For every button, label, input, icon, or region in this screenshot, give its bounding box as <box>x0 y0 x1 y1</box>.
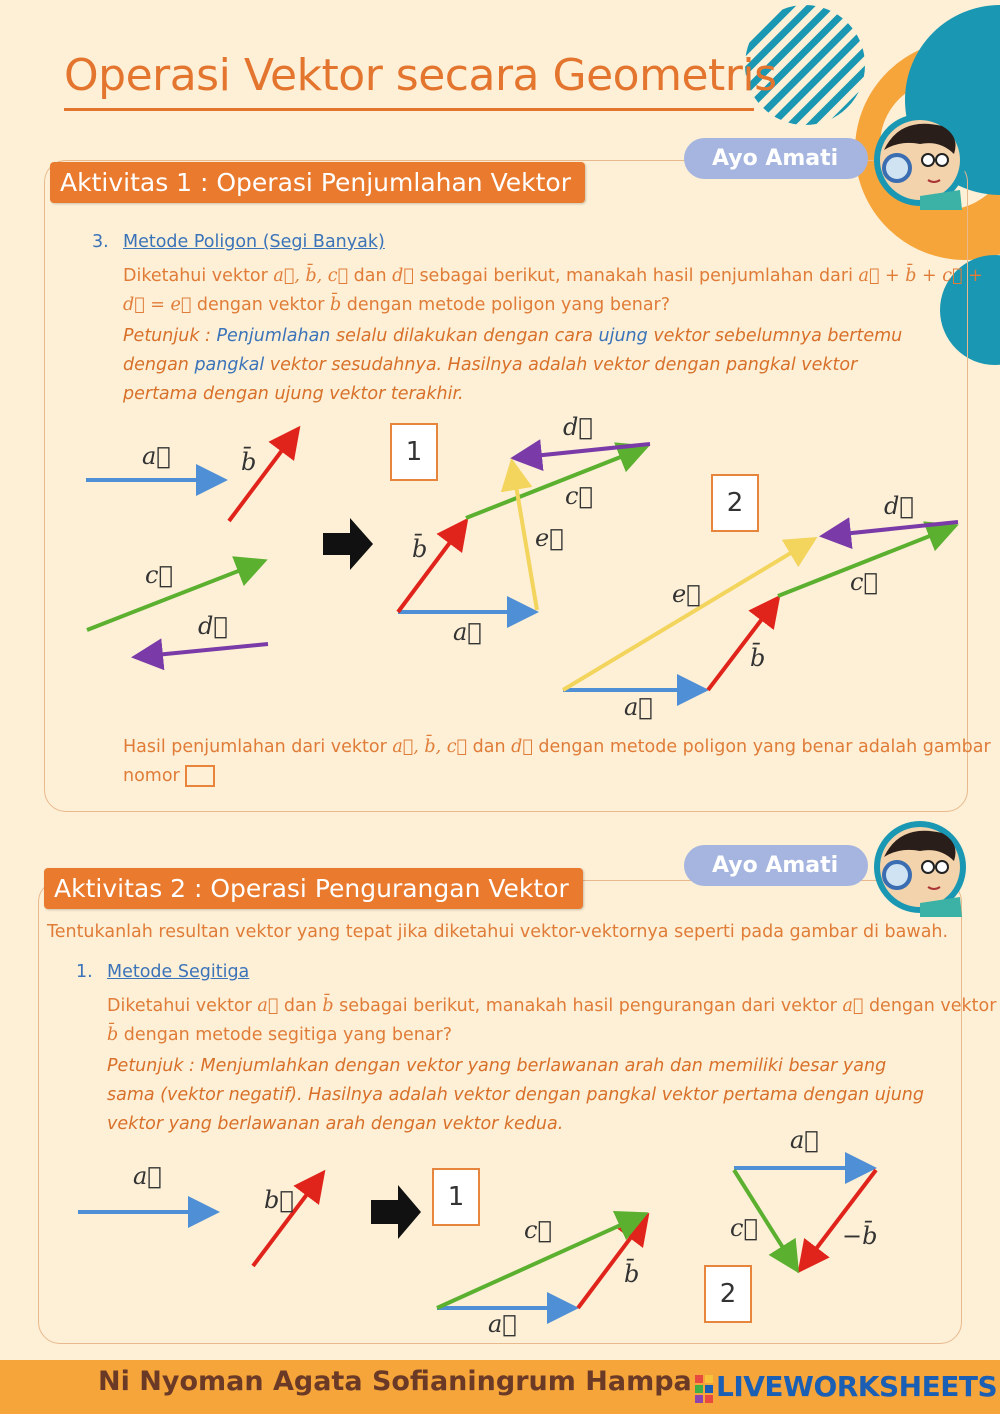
fig1-label-a: a⃗ <box>453 618 482 646</box>
fig2-label-c: c⃗ <box>850 568 878 596</box>
question-text: dan <box>278 996 323 1016</box>
fig1-label-b: b̄ <box>412 535 428 563</box>
activity2-hint <box>107 1052 957 1139</box>
vector-d <box>135 644 268 657</box>
vector-symbol: d⃗ <box>511 737 533 757</box>
activity1-heading: Aktivitas 1 : Operasi Penjumlahan Vektor <box>50 162 585 203</box>
vector-c <box>87 561 264 630</box>
hint-text: vektor sesudahnya. Hasilnya adalah vektor dengan pangkal vektor <box>264 355 858 375</box>
label-c: c⃗ <box>145 561 173 589</box>
fig1-vector-e <box>512 462 537 610</box>
activity1-item-number: 3. <box>92 232 109 252</box>
label-b: b⃗ <box>264 1186 294 1214</box>
activity1-result-question <box>123 733 991 791</box>
page-title: Operasi Vektor secara Geometris <box>64 50 777 101</box>
fig1-label-c: c⃗ <box>524 1216 552 1244</box>
activity2-method-link: Metode Segitiga <box>107 962 250 982</box>
vector-symbol: b̄ <box>322 996 334 1016</box>
result-text: dan <box>467 737 512 757</box>
hint-keyword: ujung <box>598 326 648 346</box>
answer-input-box[interactable] <box>185 765 215 787</box>
result-text: Hasil penjumlahan dari vektor <box>123 737 393 757</box>
right-arrow-icon <box>371 1185 421 1239</box>
fig2-label-a: a⃗ <box>790 1126 819 1154</box>
vector-sum-expression: d⃗ = e⃗ <box>123 295 192 315</box>
question-text: dengan vektor <box>863 996 997 1016</box>
fig1-label-b: b̄ <box>624 1260 640 1288</box>
activity2-item-number: 1. <box>76 962 93 982</box>
option-1-box: 1 <box>390 423 438 481</box>
hint-text: vektor sebelumnya bertemu <box>647 326 903 346</box>
vector-symbol: b̄ <box>329 295 342 315</box>
question-text: dan <box>348 266 393 286</box>
option-2-box: 2 <box>711 474 759 532</box>
fig1-label-a: a⃗ <box>488 1310 517 1338</box>
vector-sum-expression: a⃗ + b̄ + c⃗ + <box>858 266 983 286</box>
liveworksheets-logo: LIVEWORKSHEETS <box>716 1370 998 1403</box>
fig2-label-neg-b: −b̄ <box>842 1222 878 1250</box>
activity1-question <box>123 262 983 320</box>
activity2-question <box>107 992 997 1050</box>
vector-symbols: a⃗, b̄, c⃗ <box>273 266 349 286</box>
question-text: dengan metode segitiga yang benar? <box>118 1025 453 1045</box>
question-text: dengan metode poligon yang benar? <box>341 295 671 315</box>
fig2-label-c: c⃗ <box>730 1214 758 1242</box>
option-1-box: 1 <box>432 1168 480 1226</box>
vector-symbols: a⃗, b̄, c⃗ <box>392 737 468 757</box>
fig1-vector-b <box>398 521 466 612</box>
fig2-label-b: b̄ <box>750 644 766 672</box>
question-text: sebagai berikut, manakah hasil penjumlahan dari <box>413 266 859 286</box>
question-text: sebagai berikut, manakah hasil pengurangan dari vektor <box>333 996 843 1016</box>
fig2-label-a: a⃗ <box>624 693 653 721</box>
hint-text: pertama dengan ujung vektor terakhir. <box>123 384 464 404</box>
ayo-amati-badge-2: Ayo Amati <box>684 845 868 886</box>
hint-text: selalu dilakukan dengan cara <box>330 326 599 346</box>
vector-symbol: d⃗ <box>392 266 414 286</box>
activity1-hint <box>123 322 923 409</box>
title-underline <box>64 108 754 111</box>
right-arrow-icon <box>323 518 373 570</box>
hint-keyword: pangkal <box>194 355 265 375</box>
ayo-amati-badge: Ayo Amati <box>684 138 868 179</box>
vector-b <box>229 429 298 521</box>
option-2-box: 2 <box>704 1265 752 1323</box>
vector-symbol: a⃗ <box>257 996 279 1016</box>
liveworksheets-logo-icon <box>694 1374 714 1404</box>
fig2-vector-neg-b <box>800 1170 876 1270</box>
character-magnifier-icon <box>870 110 970 210</box>
hint-line: vektor yang berlawanan arah dengan vektor kedua. <box>107 1114 564 1134</box>
fig1-vector-c <box>466 447 646 518</box>
fig1-label-e: e⃗ <box>535 524 564 552</box>
author-name: Ni Nyoman Agata Sofianingrum Hampa <box>98 1366 692 1397</box>
label-d: d⃗ <box>198 612 228 640</box>
fig1-vector-d <box>514 444 650 458</box>
result-text: dengan metode poligon yang benar adalah gambar <box>532 737 991 757</box>
label-a: a⃗ <box>142 442 171 470</box>
question-text: Diketahui vektor <box>107 996 258 1016</box>
hint-text: dengan <box>123 355 195 375</box>
hint-label: Petunjuk : <box>123 326 217 346</box>
vector-symbol: b̄ <box>107 1025 119 1045</box>
fig2-vector-e <box>563 539 814 690</box>
hint-line: sama (vektor negatif). Hasilnya adalah vektor dengan pangkal vektor pertama dengan ujung <box>107 1085 924 1105</box>
result-text: nomor <box>123 766 186 786</box>
label-a: a⃗ <box>133 1162 162 1190</box>
activity2-intro: Tentukanlah resultan vektor yang tepat jika diketahui vektor-vektornya seperti pada gambar di bawah. <box>47 922 949 942</box>
hint-line: Petunjuk : Menjumlahkan dengan vektor yang berlawanan arah dan memiliki besar yang <box>107 1056 887 1076</box>
activity2-heading: Aktivitas 2 : Operasi Pengurangan Vektor <box>44 868 583 909</box>
fig2-vector-b <box>708 598 778 690</box>
fig1-label-d: d⃗ <box>563 413 593 441</box>
question-text: Diketahui vektor <box>123 266 274 286</box>
hint-keyword: Penjumlahan <box>216 326 331 346</box>
vector-symbol: a⃗ <box>842 996 864 1016</box>
fig2-label-e: e⃗ <box>672 580 701 608</box>
fig1-label-c: c⃗ <box>565 482 593 510</box>
character-magnifier-icon-2 <box>870 817 970 917</box>
question-text: dengan vektor <box>191 295 330 315</box>
activity1-method-link: Metode Poligon (Segi Banyak) <box>123 232 385 252</box>
label-b: b̄ <box>241 448 257 476</box>
fig2-label-d: d⃗ <box>884 492 914 520</box>
